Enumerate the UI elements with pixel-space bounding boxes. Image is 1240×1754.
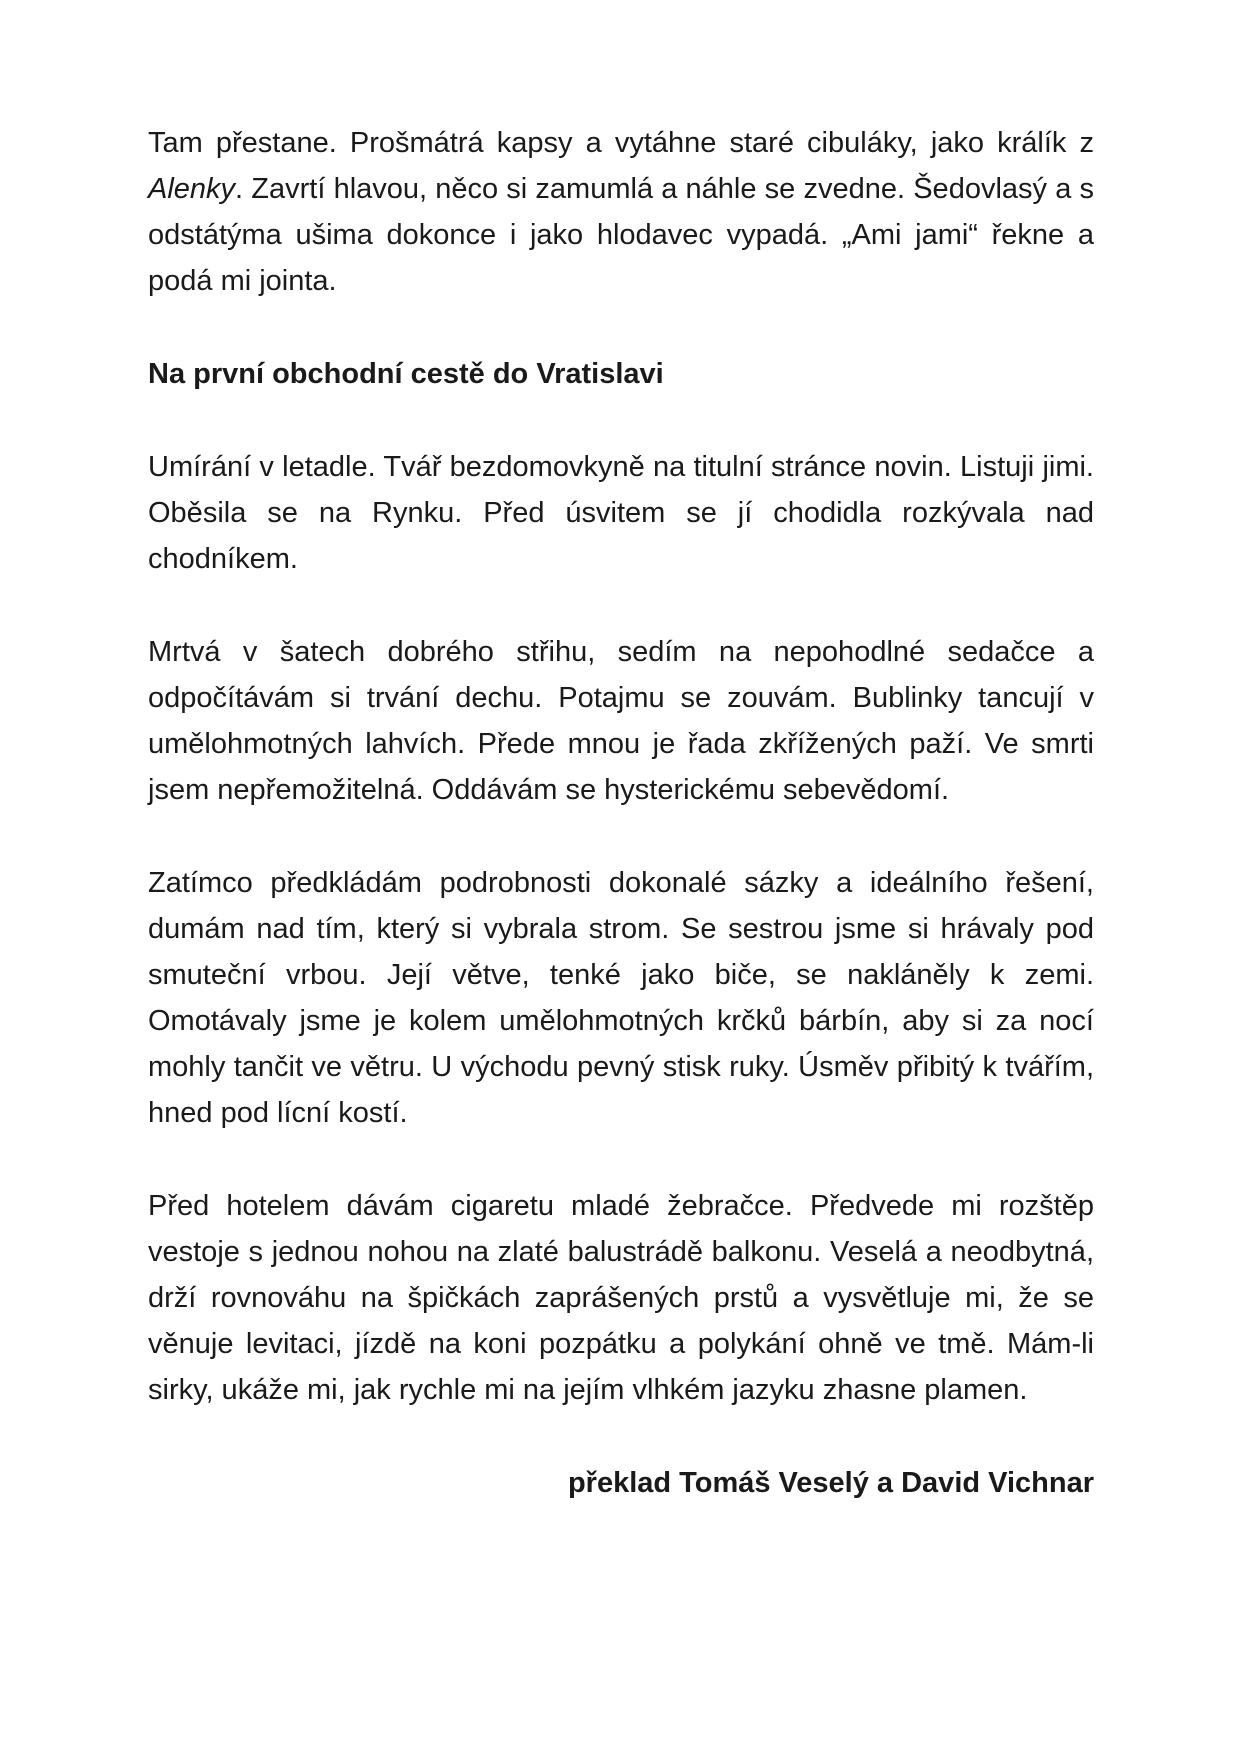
paragraph-3: Zatímco předkládám podrobnosti dokonalé sázky a ideálního řešení, dumám nad tím, který si vybrala strom. Se sestrou jsme si hrávaly pod smuteční vrbou. Její větve, tenké jako biče, se nakláněly k zemi. Omotávaly jsme je kolem umělohmotných krčků bárbín, aby si za nocí mohly tančit ve větru. U východu pevný stisk ruky. Úsměv přibitý k tvářím, hned pod lícní kostí. [148, 867, 1094, 1129]
paragraph-2: Mrtvá v šatech dobrého střihu, sedím na nepohodlné sedačce a odpočítávám si trvání dechu. Potajmu se zouvám. Bublinky tancují v umělohmotných lahvích. Přede mnou je řada zkřížených paží. Ve smrti jsem nepřemožitelná. Oddávám se hysterickému sebevědomí. [148, 636, 1094, 806]
paragraph-4: Před hotelem dávám cigaretu mladé žebračce. Předvede mi rozštěp vestoje s jednou nohou na zlaté balustrádě balkonu. Veselá a neodbytná, drží rovnováhu na špičkách zaprášených prstů a vysvětluje mi, že se věnuje levitaci, jízdě na koni pozpátku a polykání ohně ve tmě. Mám-li sirky, ukáže mi, jak rychle mi na jejím vlhkém jazyku zhasne plamen. [148, 1190, 1094, 1406]
intro-text-after: . Zavrtí hlavou, něco si zamumlá a náhle se zvedne. Šedovlasý a s odstátýma ušima dokonce i jako hlodavec vypadá. „Ami jami“ řekne a podá mi jointa. [148, 173, 1094, 297]
translation-credit: překlad Tomáš Veselý a David Vichnar [567, 1467, 1094, 1499]
intro-italic-title: Alenky [148, 173, 236, 205]
document-page [148, 120, 1094, 1506]
intro-paragraph [148, 120, 1094, 304]
paragraph-1: Umírání v letadle. Tvář bezdomovkyně na titulní stránce novin. Listuji jimi. Oběsila se na Rynku. Před úsvitem se jí chodidla rozkývala nad chodníkem. [148, 451, 1094, 575]
intro-text-before: Tam přestane. Prošmátrá kapsy a vytáhne staré cibuláky, jako králík z [148, 127, 1094, 159]
section-heading: Na první obchodní cestě do Vratislavi [148, 358, 664, 390]
